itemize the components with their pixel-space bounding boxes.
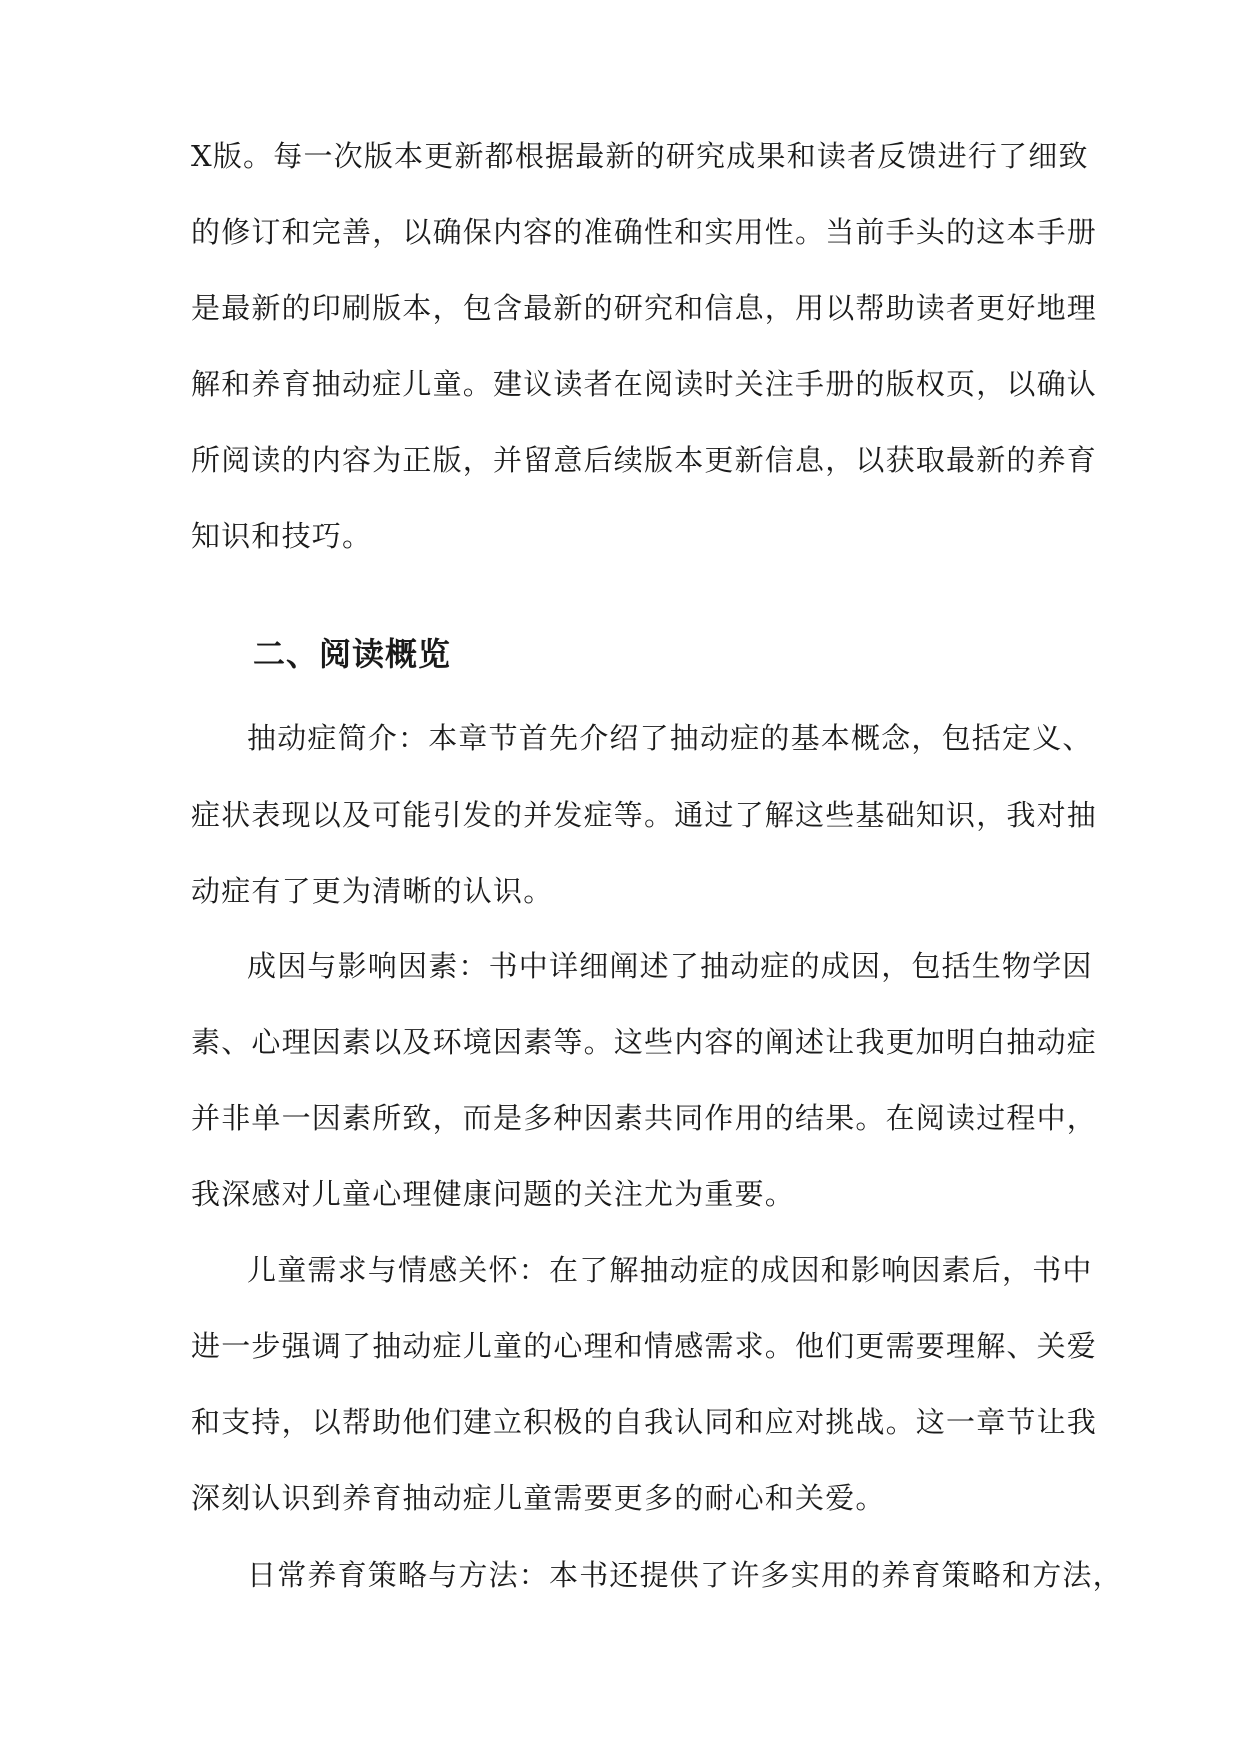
paragraph-4-line-1: 儿童需求与情感关怀：在了解抽动症的成因和影响因素后，书中 (247, 1253, 1093, 1287)
paragraph-1-line-4: 解和养育抽动症儿童。建议读者在阅读时关注手册的版权页，以确认 (191, 367, 1098, 401)
paragraph-1-line-5: 所阅读的内容为正版，并留意后续版本更新信息，以获取最新的养育 (191, 443, 1098, 477)
section-heading: 二、阅读概览 (253, 635, 452, 673)
paragraph-4-line-4: 深刻认识到养育抽动症儿童需要更多的耐心和关爱。 (191, 1481, 886, 1515)
paragraph-3-line-1: 成因与影响因素：书中详细阐述了抽动症的成因，包括生物学因 (247, 949, 1093, 983)
paragraph-1-line-6: 知识和技巧。 (191, 519, 373, 553)
paragraph-5-line-1: 日常养育策略与方法：本书还提供了许多实用的养育策略和方法， (247, 1558, 1123, 1592)
paragraph-1-line-2: 的修订和完善，以确保内容的准确性和实用性。当前手头的这本手册 (191, 215, 1098, 249)
paragraph-3-line-2: 素、心理因素以及环境因素等。这些内容的阐述让我更加明白抽动症 (191, 1025, 1098, 1059)
paragraph-3-line-3: 并非单一因素所致，而是多种因素共同作用的结果。在阅读过程中， (191, 1101, 1098, 1135)
paragraph-4-line-2: 进一步强调了抽动症儿童的心理和情感需求。他们更需要理解、关爱 (191, 1329, 1098, 1363)
paragraph-1-line-1: X版。每一次版本更新都根据最新的研究成果和读者反馈进行了细致 (191, 139, 1089, 173)
paragraph-4-line-3: 和支持，以帮助他们建立积极的自我认同和应对挑战。这一章节让我 (191, 1405, 1098, 1439)
paragraph-2-line-3: 动症有了更为清晰的认识。 (191, 874, 554, 908)
paragraph-1-line-3: 是最新的印刷版本，包含最新的研究和信息，用以帮助读者更好地理 (191, 291, 1098, 325)
paragraph-2-line-1: 抽动症简介：本章节首先介绍了抽动症的基本概念，包括定义、 (247, 721, 1093, 755)
paragraph-3-line-4: 我深感对儿童心理健康问题的关注尤为重要。 (191, 1177, 796, 1211)
paragraph-2-line-2: 症状表现以及可能引发的并发症等。通过了解这些基础知识，我对抽 (191, 798, 1098, 832)
